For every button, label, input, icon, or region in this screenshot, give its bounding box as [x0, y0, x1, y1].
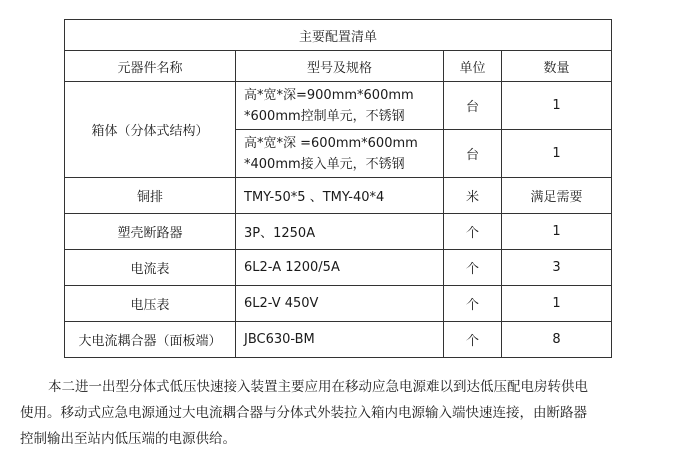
table-header-row: [65, 51, 612, 82]
cell-qty: 1: [502, 286, 612, 322]
cell-qty: 1: [502, 82, 612, 130]
table-row: [65, 82, 612, 130]
table-row: [65, 178, 612, 214]
cell-name: 大电流耦合器（面板端）: [65, 322, 236, 358]
spec-line: 高*宽*深=900mm*600mm: [244, 87, 414, 103]
cell-name: 铜排: [65, 178, 236, 214]
header-model-spec: 型号及规格: [236, 51, 444, 82]
table-row: [65, 286, 612, 322]
cell-spec: 3P、1250A: [236, 214, 444, 250]
table-row: [65, 250, 612, 286]
main-config-table: [64, 19, 612, 358]
paragraph-line: 控制输出至站内低压端的电源供给。: [20, 431, 236, 447]
cell-unit: 个: [444, 322, 502, 358]
cell-unit: 台: [444, 130, 502, 178]
cell-qty: 1: [502, 130, 612, 178]
description-paragraph: [20, 374, 660, 452]
header-unit: 单位: [444, 51, 502, 82]
cell-unit: 个: [444, 250, 502, 286]
cell-spec: 6L2-A 1200/5A: [236, 250, 444, 286]
cell-qty: 满足需要: [502, 178, 612, 214]
paragraph-line: 使用。移动式应急电源通过大电流耦合器与分体式外装拉入箱内电源输入端快速连接，由断路器: [20, 405, 587, 421]
spec-line: *400mm接入单元，不锈钢: [244, 156, 405, 172]
cell-unit: 个: [444, 286, 502, 322]
paragraph-line: 本二进一出型分体式低压快速接入装置主要应用在移动应急电源难以到达低压配电房转供电: [48, 379, 588, 395]
cell-spec: TMY-50*5 、TMY-40*4: [236, 178, 444, 214]
cell-qty: 1: [502, 214, 612, 250]
cell-spec: JBC630-BM: [236, 322, 444, 358]
table-title-row: [65, 20, 612, 51]
cell-qty: 8: [502, 322, 612, 358]
cell-unit: 个: [444, 214, 502, 250]
cell-name: 塑壳断路器: [65, 214, 236, 250]
table-row: [65, 214, 612, 250]
cell-spec: [236, 82, 444, 130]
cell-qty: 3: [502, 250, 612, 286]
spec-line: *600mm控制单元，不锈钢: [244, 108, 405, 124]
cell-spec: 6L2-V 450V: [236, 286, 444, 322]
cell-name-box: 箱体（分体式结构）: [65, 82, 236, 178]
cell-name: 电流表: [65, 250, 236, 286]
cell-unit: 米: [444, 178, 502, 214]
cell-unit: 台: [444, 82, 502, 130]
table-title: 主要配置清单: [65, 20, 612, 51]
table-row: [65, 322, 612, 358]
header-quantity: 数量: [502, 51, 612, 82]
spec-line: 高*宽*深 =600mm*600mm: [244, 135, 418, 151]
header-component-name: 元器件名称: [65, 51, 236, 82]
cell-spec: [236, 130, 444, 178]
cell-name: 电压表: [65, 286, 236, 322]
